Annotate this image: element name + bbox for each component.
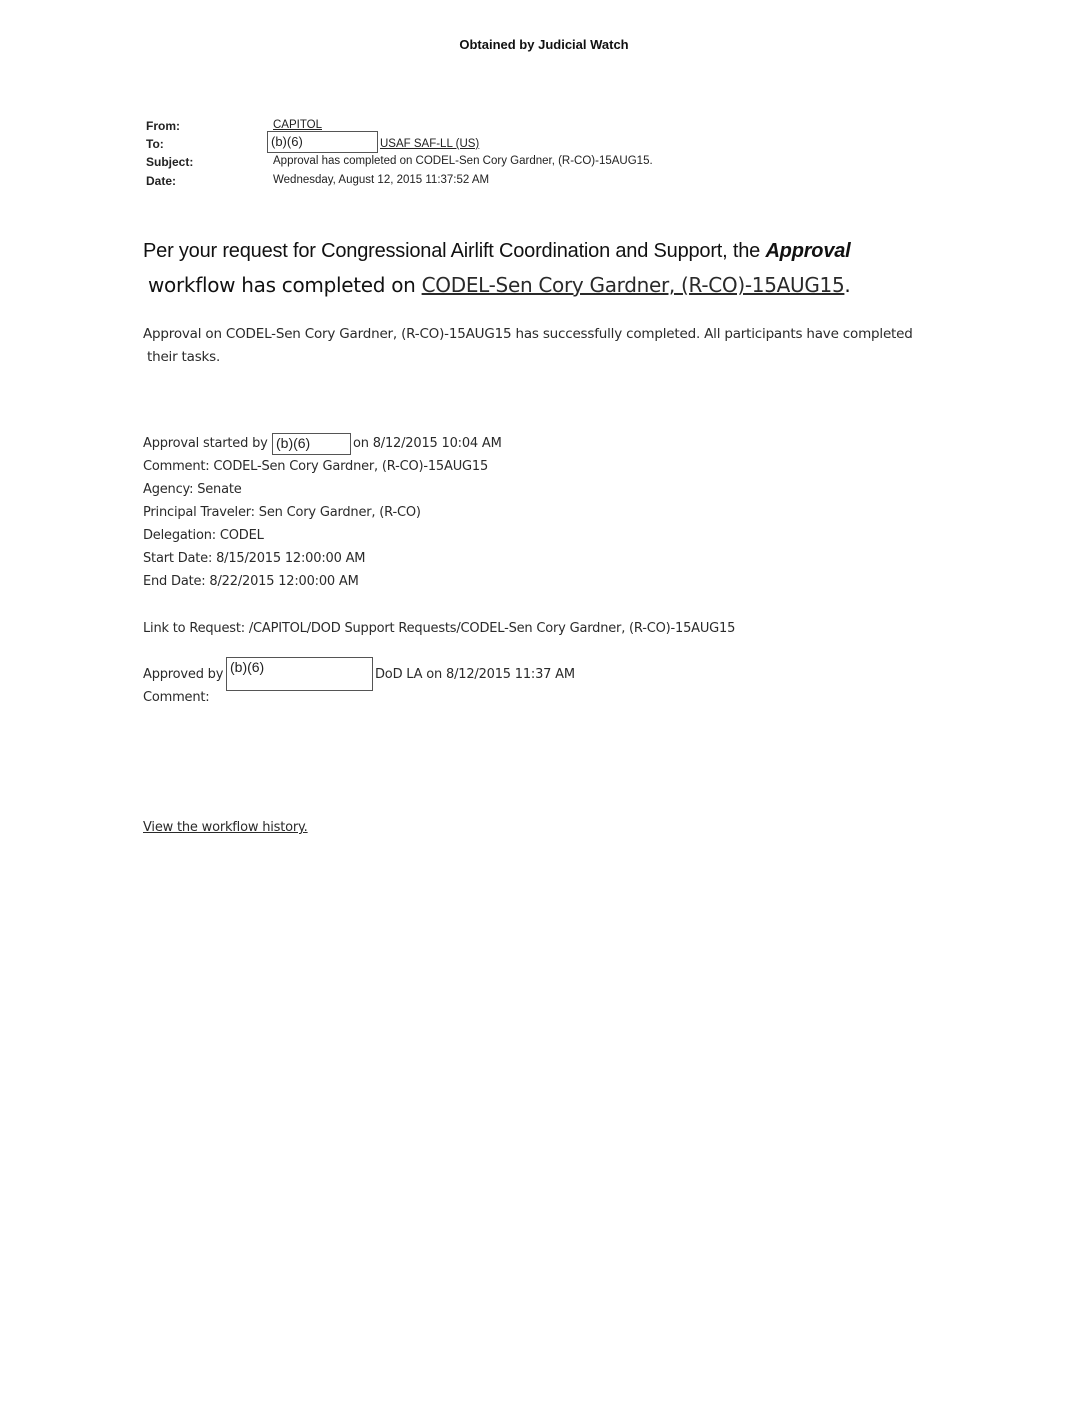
- approval-started-prefix: Approval started by: [143, 436, 268, 451]
- from-value: CAPITOL: [273, 119, 322, 131]
- date-label: Date:: [146, 174, 177, 188]
- subject-value: Approval has completed on CODEL-Sen Cory Gardner, (R-CO)-15AUG15.: [273, 155, 653, 167]
- summary-line2: their tasks.: [147, 349, 221, 365]
- date-value: Wednesday, August 12, 2015 11:37:52 AM: [273, 174, 490, 186]
- link-to-request: Link to Request: /CAPITOL/DOD Support Requests/CODEL-Sen Cory Gardner, (R-CO)-15AUG15: [143, 621, 736, 636]
- to-label: To:: [146, 137, 164, 151]
- end-date-line: End Date: 8/22/2015 12:00:00 AM: [143, 574, 359, 589]
- delegation-line: Delegation: CODEL: [143, 528, 264, 543]
- headline-period: .: [844, 273, 851, 297]
- headline-line2-prefix: workflow has completed on: [148, 273, 416, 297]
- comment-line: Comment: CODEL-Sen Cory Gardner, (R-CO)-15AUG15: [143, 459, 489, 474]
- approval-comment-label: Comment:: [143, 690, 210, 705]
- principal-traveler-line: Principal Traveler: Sen Cory Gardner, (R-CO): [143, 505, 421, 520]
- started-redaction-box: (b)(6): [272, 433, 351, 455]
- start-date-line: Start Date: 8/15/2015 12:00:00 AM: [143, 551, 366, 566]
- to-value[interactable]: USAF SAF-LL (US): [380, 138, 480, 150]
- workflow-history-link[interactable]: View the workflow history.: [143, 820, 308, 835]
- headline-line2: [148, 273, 850, 297]
- from-label: From:: [146, 119, 180, 133]
- agency-line: Agency: Senate: [143, 482, 242, 497]
- headline-prefix: Per your request for Congressional Airlift Coordination and Support, the: [143, 240, 761, 262]
- summary-line1: Approval on CODEL-Sen Cory Gardner, (R-CO)-15AUG15 has successfully completed. All participants have completed: [143, 326, 913, 342]
- headline-line1: [143, 240, 851, 263]
- approved-redaction-box: (b)(6): [226, 657, 373, 691]
- to-redaction-box: (b)(6): [267, 131, 378, 153]
- approval-started-suffix: on 8/12/2015 10:04 AM: [353, 436, 502, 451]
- headline-bold: Approval: [765, 240, 851, 262]
- watermark: Obtained by Judicial Watch: [459, 37, 629, 52]
- request-link[interactable]: CODEL-Sen Cory Gardner, (R-CO)-15AUG15: [421, 273, 845, 297]
- subject-label: Subject:: [146, 155, 194, 169]
- approved-by-suffix: DoD LA on 8/12/2015 11:37 AM: [375, 667, 575, 682]
- approved-by-prefix: Approved by: [143, 667, 224, 682]
